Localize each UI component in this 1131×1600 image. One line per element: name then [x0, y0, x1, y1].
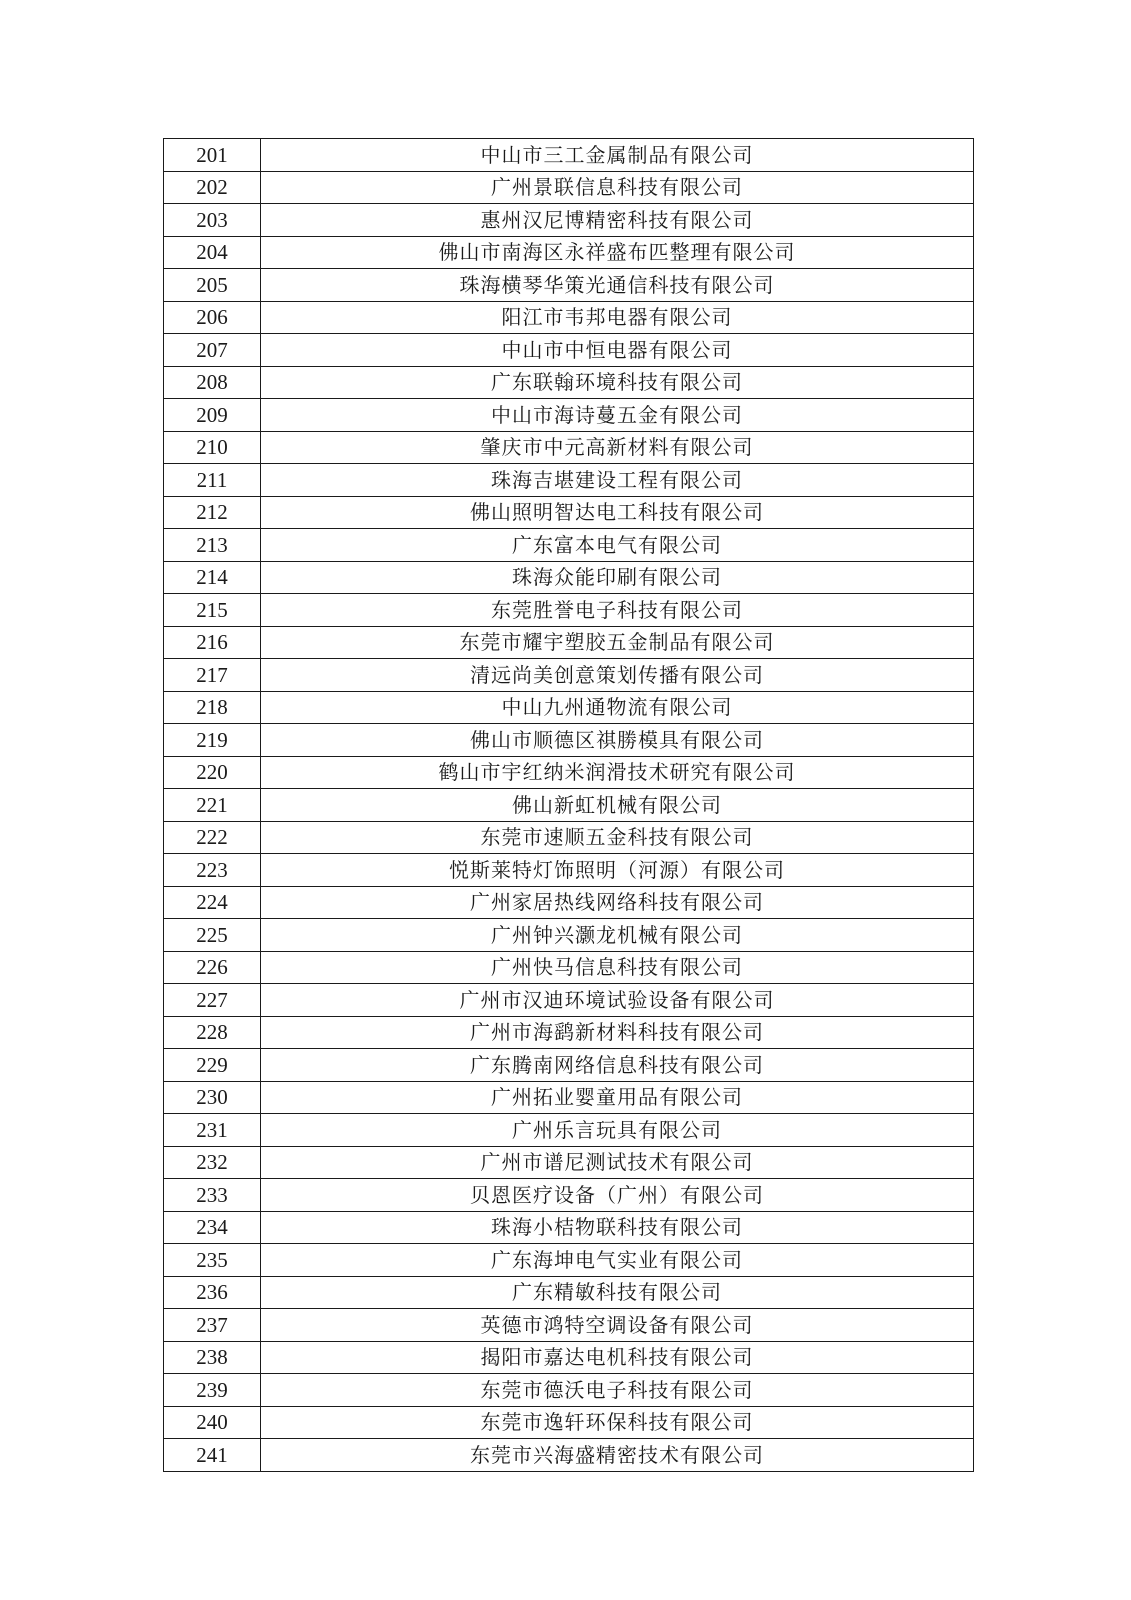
row-number: 211 — [164, 464, 261, 497]
table-row — [164, 236, 974, 269]
company-name: 广州乐言玩具有限公司 — [261, 1114, 974, 1147]
table-row — [164, 951, 974, 984]
row-number: 218 — [164, 691, 261, 724]
company-name: 广州市海鹞新材料科技有限公司 — [261, 1016, 974, 1049]
row-number: 233 — [164, 1179, 261, 1212]
table-row — [164, 1049, 974, 1082]
row-number: 216 — [164, 626, 261, 659]
company-name: 珠海小桔物联科技有限公司 — [261, 1211, 974, 1244]
company-list-table — [163, 138, 974, 1472]
company-name: 广州钟兴灏龙机械有限公司 — [261, 919, 974, 952]
row-number: 210 — [164, 431, 261, 464]
company-name: 悦斯莱特灯饰照明（河源）有限公司 — [261, 854, 974, 887]
row-number: 215 — [164, 594, 261, 627]
company-name: 珠海横琴华策光通信科技有限公司 — [261, 269, 974, 302]
row-number: 231 — [164, 1114, 261, 1147]
table-row — [164, 496, 974, 529]
row-number: 234 — [164, 1211, 261, 1244]
company-name: 珠海众能印刷有限公司 — [261, 561, 974, 594]
row-number: 205 — [164, 269, 261, 302]
table-row — [164, 984, 974, 1017]
company-name: 广东精敏科技有限公司 — [261, 1276, 974, 1309]
row-number: 204 — [164, 236, 261, 269]
table-row — [164, 1406, 974, 1439]
company-name: 惠州汉尼博精密科技有限公司 — [261, 204, 974, 237]
table-row — [164, 561, 974, 594]
table-row — [164, 1309, 974, 1342]
company-name: 东莞市兴海盛精密技术有限公司 — [261, 1439, 974, 1472]
row-number: 223 — [164, 854, 261, 887]
table-row — [164, 1374, 974, 1407]
row-number: 206 — [164, 301, 261, 334]
row-number: 227 — [164, 984, 261, 1017]
table-row — [164, 269, 974, 302]
table-row — [164, 139, 974, 172]
table-row — [164, 399, 974, 432]
row-number: 238 — [164, 1341, 261, 1374]
company-name: 广东海坤电气实业有限公司 — [261, 1244, 974, 1277]
table-row — [164, 366, 974, 399]
company-name: 广州拓业婴童用品有限公司 — [261, 1081, 974, 1114]
company-name: 肇庆市中元高新材料有限公司 — [261, 431, 974, 464]
table-row — [164, 1179, 974, 1212]
table-row — [164, 789, 974, 822]
row-number: 209 — [164, 399, 261, 432]
company-name: 中山市三工金属制品有限公司 — [261, 139, 974, 172]
row-number: 222 — [164, 821, 261, 854]
company-name: 广州快马信息科技有限公司 — [261, 951, 974, 984]
company-name: 中山市海诗蔓五金有限公司 — [261, 399, 974, 432]
row-number: 213 — [164, 529, 261, 562]
company-name: 广州市谱尼测试技术有限公司 — [261, 1146, 974, 1179]
table-row — [164, 301, 974, 334]
company-name: 佛山新虹机械有限公司 — [261, 789, 974, 822]
company-name: 东莞市耀宇塑胶五金制品有限公司 — [261, 626, 974, 659]
row-number: 241 — [164, 1439, 261, 1472]
company-name: 广州家居热线网络科技有限公司 — [261, 886, 974, 919]
table-row — [164, 756, 974, 789]
row-number: 201 — [164, 139, 261, 172]
table-row — [164, 854, 974, 887]
company-name: 珠海吉堪建设工程有限公司 — [261, 464, 974, 497]
row-number: 219 — [164, 724, 261, 757]
row-number: 224 — [164, 886, 261, 919]
table-row — [164, 431, 974, 464]
table-row — [164, 1081, 974, 1114]
table-row — [164, 529, 974, 562]
row-number: 226 — [164, 951, 261, 984]
table-row — [164, 659, 974, 692]
company-name: 佛山市南海区永祥盛布匹整理有限公司 — [261, 236, 974, 269]
table-row — [164, 1276, 974, 1309]
table-row — [164, 464, 974, 497]
table-row — [164, 1114, 974, 1147]
row-number: 240 — [164, 1406, 261, 1439]
table-row — [164, 171, 974, 204]
table-row — [164, 594, 974, 627]
table-row — [164, 204, 974, 237]
company-name: 广东联翰环境科技有限公司 — [261, 366, 974, 399]
table-row — [164, 886, 974, 919]
row-number: 217 — [164, 659, 261, 692]
row-number: 220 — [164, 756, 261, 789]
row-number: 221 — [164, 789, 261, 822]
row-number: 212 — [164, 496, 261, 529]
company-name: 东莞市速顺五金科技有限公司 — [261, 821, 974, 854]
table-row — [164, 1211, 974, 1244]
company-name: 广州景联信息科技有限公司 — [261, 171, 974, 204]
table-row — [164, 1016, 974, 1049]
row-number: 230 — [164, 1081, 261, 1114]
company-name: 贝恩医疗设备（广州）有限公司 — [261, 1179, 974, 1212]
row-number: 232 — [164, 1146, 261, 1179]
row-number: 235 — [164, 1244, 261, 1277]
table-row — [164, 821, 974, 854]
row-number: 239 — [164, 1374, 261, 1407]
row-number: 229 — [164, 1049, 261, 1082]
row-number: 228 — [164, 1016, 261, 1049]
company-name: 清远尚美创意策划传播有限公司 — [261, 659, 974, 692]
company-name: 阳江市韦邦电器有限公司 — [261, 301, 974, 334]
company-name: 东莞胜誉电子科技有限公司 — [261, 594, 974, 627]
company-name: 英德市鸿特空调设备有限公司 — [261, 1309, 974, 1342]
company-name: 东莞市德沃电子科技有限公司 — [261, 1374, 974, 1407]
table-row — [164, 626, 974, 659]
table-row — [164, 691, 974, 724]
company-name: 东莞市逸轩环保科技有限公司 — [261, 1406, 974, 1439]
table-row — [164, 1439, 974, 1472]
company-name: 揭阳市嘉达电机科技有限公司 — [261, 1341, 974, 1374]
row-number: 202 — [164, 171, 261, 204]
row-number: 203 — [164, 204, 261, 237]
table-row — [164, 724, 974, 757]
table-row — [164, 1244, 974, 1277]
company-name: 广东腾南网络信息科技有限公司 — [261, 1049, 974, 1082]
row-number: 207 — [164, 334, 261, 367]
company-name: 广东富本电气有限公司 — [261, 529, 974, 562]
company-name: 中山九州通物流有限公司 — [261, 691, 974, 724]
row-number: 237 — [164, 1309, 261, 1342]
company-name: 鹤山市宇红纳米润滑技术研究有限公司 — [261, 756, 974, 789]
company-name: 中山市中恒电器有限公司 — [261, 334, 974, 367]
row-number: 208 — [164, 366, 261, 399]
table-row — [164, 334, 974, 367]
table-row — [164, 1341, 974, 1374]
row-number: 236 — [164, 1276, 261, 1309]
company-name: 广州市汉迪环境试验设备有限公司 — [261, 984, 974, 1017]
company-list-body — [164, 139, 974, 1472]
row-number: 225 — [164, 919, 261, 952]
table-row — [164, 1146, 974, 1179]
company-name: 佛山照明智达电工科技有限公司 — [261, 496, 974, 529]
company-name: 佛山市顺德区祺勝模具有限公司 — [261, 724, 974, 757]
row-number: 214 — [164, 561, 261, 594]
table-row — [164, 919, 974, 952]
